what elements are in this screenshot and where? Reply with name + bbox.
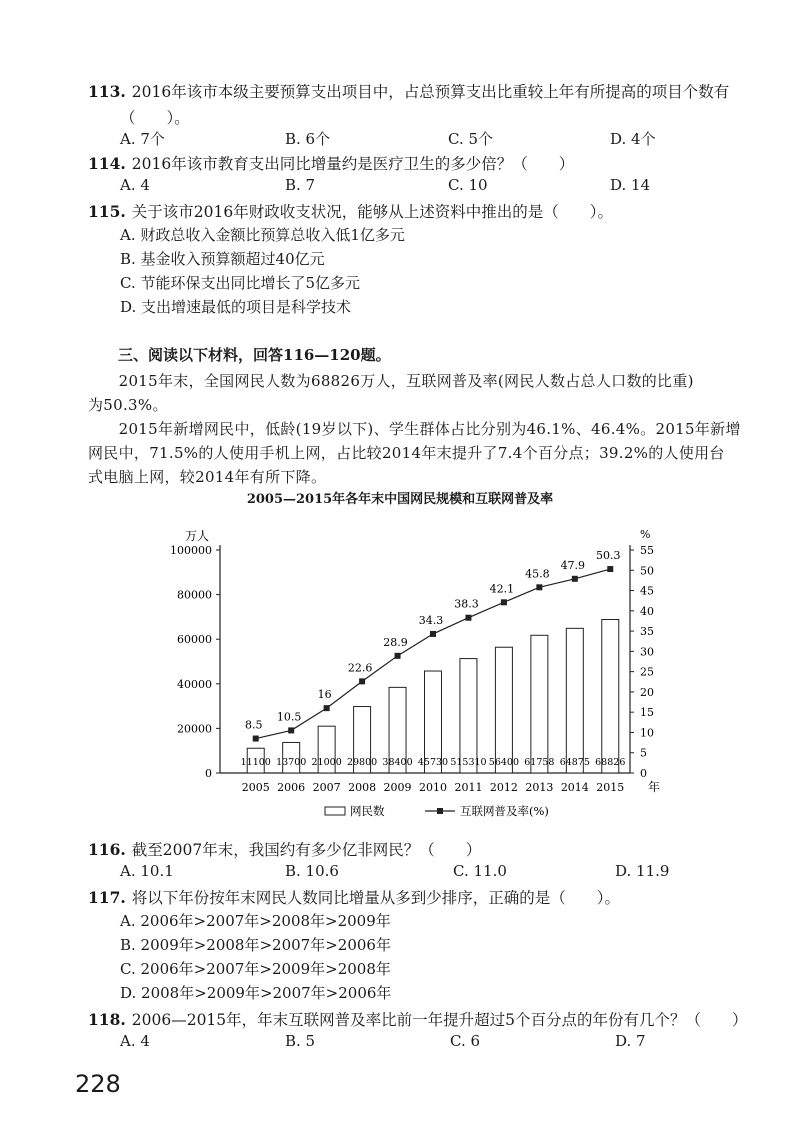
line-point (465, 615, 471, 621)
option-b[interactable]: B. 基金收入预算额超过40亿元 (120, 250, 325, 268)
x-tick-label: 2005 (241, 781, 270, 794)
question-113-cont: （ ）。 (120, 109, 190, 127)
left-tick-label: 40000 (177, 677, 212, 691)
bar (566, 628, 583, 773)
question-117 (88, 886, 620, 908)
option-a[interactable]: A. 4 (120, 1032, 150, 1050)
right-axis-unit: % (640, 528, 651, 541)
question-text: 关于该市2016年财政收支状况，能够从上述资料中推出的是（ ）。 (131, 203, 613, 221)
bar-value-label: 11100 (240, 757, 271, 768)
option-a[interactable]: A. 2006年>2007年>2008年>2009年 (120, 912, 391, 930)
line-value-label: 47.9 (560, 558, 586, 572)
option-b[interactable]: B. 5 (285, 1032, 316, 1050)
line-point (501, 599, 507, 605)
line-point (324, 705, 330, 711)
option-b[interactable]: B. 10.6 (285, 862, 339, 880)
option-c[interactable]: C. 2006年>2007年>2009年>2008年 (120, 960, 391, 978)
options-114 (120, 176, 720, 198)
option-d[interactable]: D. 2008年>2009年>2007年>2006年 (120, 984, 392, 1002)
question-number: 118. (88, 1010, 126, 1029)
line-value-label: 28.9 (383, 635, 408, 649)
x-tick-label: 2014 (560, 781, 589, 794)
right-tick-label: 40 (640, 604, 654, 618)
material-p2-line1: 2015年新增网民中，低龄(19岁以下)、学生群体占比分别为46.1%、46.4%。2015年新增 (88, 420, 741, 438)
internet-users-chart (160, 520, 680, 830)
question-text: 2006—2015年，年末互联网普及率比前一年提升超过5个百分点的年份有几个？（ ） (131, 1011, 748, 1029)
bar-value-label: 68826 (595, 757, 626, 768)
left-tick-label: 20000 (177, 722, 212, 736)
x-tick-label: 2010 (419, 781, 447, 794)
line-value-label: 34.3 (418, 613, 444, 627)
bar-value-label: 56400 (488, 757, 520, 768)
x-tick-label: 2012 (489, 781, 518, 794)
question-number: 113. (88, 82, 126, 101)
option-c[interactable]: C. 11.0 (453, 862, 507, 880)
line-point (536, 584, 542, 590)
question-number: 115. (88, 202, 126, 221)
bar (460, 659, 477, 773)
right-tick-label: 5 (640, 746, 647, 760)
material-p2-line2: 网民中，71.5%的人使用手机上网，占比较2014年末提升了7.4个百分点；39.2%的人使用台 (88, 444, 725, 462)
options-118 (120, 1032, 720, 1054)
option-b[interactable]: B. 6个 (285, 130, 331, 148)
question-116 (88, 838, 481, 860)
option-c[interactable]: C. 节能环保支出同比增长了5亿多元 (120, 274, 361, 292)
line-value-label: 50.3 (596, 549, 621, 563)
line-point (359, 678, 365, 684)
option-b[interactable]: B. 2009年>2008年>2007年>2006年 (120, 936, 391, 954)
bar-value-label: 64875 (559, 757, 590, 768)
question-text: 将以下年份按年末网民人数同比增量从多到少排序，正确的是（ ）。 (131, 889, 621, 907)
line-value-label: 10.5 (276, 710, 302, 724)
question-text: 截至2007年末，我国约有多少亿非网民？（ ） (131, 841, 482, 859)
right-tick-label: 50 (640, 564, 654, 578)
bar-value-label: 38400 (382, 757, 413, 768)
option-a[interactable]: A. 4 (120, 176, 150, 194)
options-116 (120, 862, 720, 884)
question-number: 114. (88, 154, 126, 173)
x-tick-label: 2011 (454, 781, 483, 794)
right-tick-label: 55 (640, 544, 654, 557)
left-tick-label: 60000 (177, 633, 212, 647)
option-d[interactable]: D. 14 (610, 176, 651, 194)
line-value-label: 45.8 (525, 567, 550, 581)
option-c[interactable]: C. 5个 (448, 130, 494, 148)
line-value-label: 8.5 (244, 718, 263, 732)
right-tick-label: 15 (640, 706, 654, 720)
bar (531, 635, 548, 773)
line-point (572, 576, 578, 582)
line-point (253, 736, 259, 742)
line-value-label: 22.6 (347, 661, 373, 675)
right-tick-label: 20 (640, 685, 654, 699)
right-tick-label: 10 (640, 726, 654, 740)
page-number: 228 (75, 1070, 121, 1098)
right-tick-label: 30 (640, 645, 654, 659)
x-tick-label: 2009 (383, 781, 412, 794)
option-a[interactable]: A. 7个 (120, 130, 165, 148)
material-p1-line2: 为50.3%。 (88, 396, 168, 414)
option-c[interactable]: C. 10 (448, 176, 488, 194)
question-number: 117. (88, 888, 126, 907)
line-point (430, 631, 436, 637)
option-a[interactable]: A. 财政总收入金额比预算总收入低1亿多元 (120, 226, 405, 244)
option-b[interactable]: B. 7 (285, 176, 316, 194)
option-a[interactable]: A. 10.1 (120, 862, 174, 880)
x-tick-label: 2007 (312, 781, 341, 794)
line-value-label: 16 (317, 688, 332, 702)
legend-line-label: 互联网普及率(%) (460, 804, 549, 818)
left-tick-label: 0 (205, 767, 212, 780)
question-113 (88, 80, 729, 102)
material-p2-line3: 式电脑上网，较2014年有所下降。 (88, 468, 327, 486)
question-text: 2016年该市本级主要预算支出项目中，占总预算支出比重较上年有所提高的项目个数有 (131, 83, 730, 101)
question-118 (88, 1008, 748, 1030)
right-tick-label: 35 (640, 625, 654, 639)
line-value-label: 38.3 (454, 597, 479, 611)
question-number: 116. (88, 840, 126, 859)
left-axis-unit: 万人 (185, 529, 210, 543)
chart-title: 2005—2015年各年末中国网民规模和互联网普及率 (246, 492, 554, 507)
line-point (607, 566, 613, 572)
bar (602, 620, 619, 773)
left-tick-label: 80000 (177, 588, 212, 602)
bar-value-label: 29800 (346, 757, 378, 768)
line-value-label: 42.1 (489, 582, 515, 596)
x-tick-label: 2015 (596, 781, 625, 794)
material-p1-line1: 2015年末，全国网民人数为68826万人，互联网普及率(网民人数占总人口数的比重) (88, 372, 694, 390)
option-d[interactable]: D. 11.9 (615, 862, 670, 880)
bar-value-label: 61758 (524, 757, 555, 768)
legend-bar-swatch (325, 807, 345, 815)
right-tick-label: 45 (640, 584, 654, 598)
bar-value-label: 45730 (417, 757, 449, 768)
x-tick-label: 2013 (525, 781, 554, 794)
option-d[interactable]: D. 4个 (610, 130, 656, 148)
options-113 (120, 128, 720, 150)
legend-line-marker (437, 808, 443, 814)
right-tick-label: 0 (640, 767, 647, 780)
section-heading: 三、阅读以下材料，回答116—120题。 (118, 346, 391, 364)
legend-bar-label: 网民数 (350, 804, 385, 818)
x-tick-label: 2008 (348, 781, 377, 794)
question-115 (88, 200, 613, 222)
right-tick-label: 25 (640, 665, 654, 679)
option-d[interactable]: D. 支出增速最低的项目是科学技术 (120, 298, 352, 316)
left-tick-label: 100000 (170, 544, 212, 557)
bar-value-label: 515310 (450, 757, 487, 768)
line-point (395, 653, 401, 659)
option-c[interactable]: C. 6 (450, 1032, 481, 1050)
line-point (288, 727, 294, 733)
x-axis-label: 年 (648, 780, 661, 794)
bar (495, 647, 512, 773)
question-text: 2016年该市教育支出同比增量约是医疗卫生的多少倍？（ ） (131, 155, 575, 173)
question-114 (88, 152, 574, 174)
bar-value-label: 13700 (276, 757, 307, 768)
option-d[interactable]: D. 7 (615, 1032, 646, 1050)
x-tick-label: 2006 (277, 781, 306, 794)
bar-value-label: 21000 (311, 757, 342, 768)
